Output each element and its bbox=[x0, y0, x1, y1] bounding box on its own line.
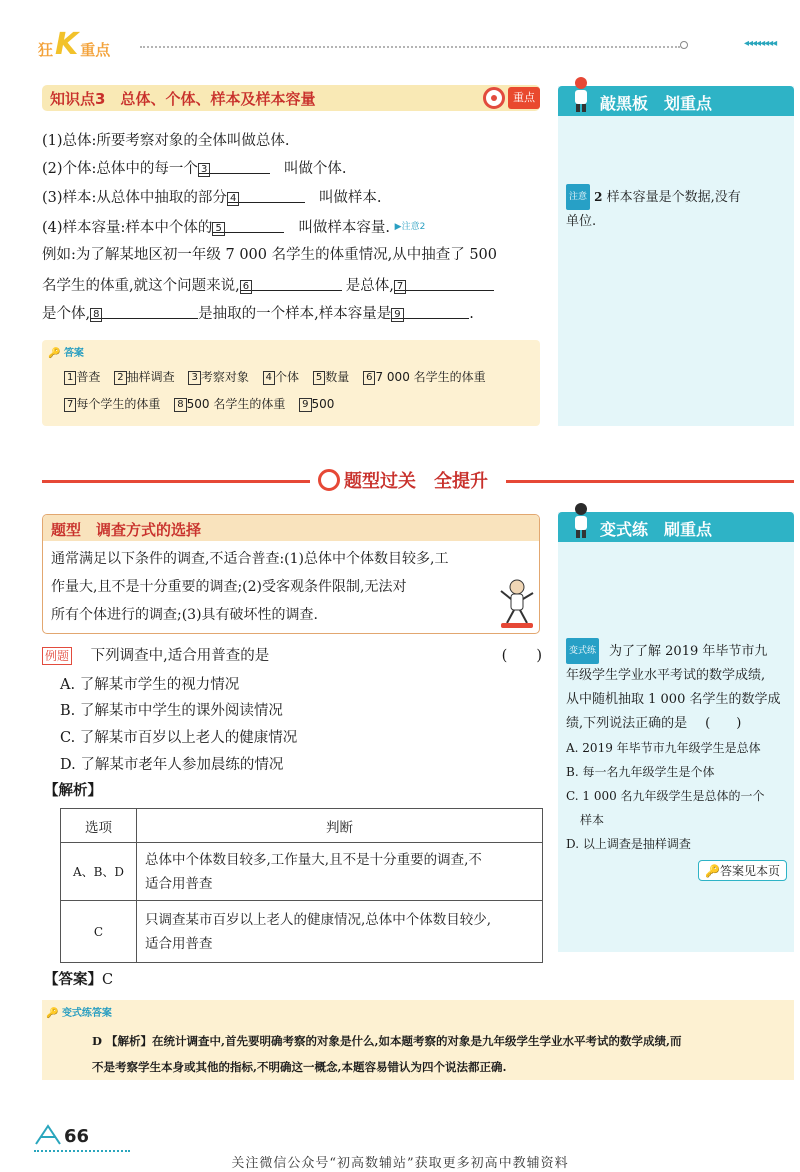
table-row bbox=[61, 901, 543, 963]
table-header-option: 选项 bbox=[61, 809, 137, 843]
option-a[interactable]: A. 了解某市学生的视力情况 bbox=[60, 677, 240, 693]
header-circle-icon bbox=[680, 41, 688, 49]
answer-label: 🔑 答案 bbox=[48, 348, 84, 359]
teacher-figure-icon bbox=[570, 76, 592, 112]
note-2-tag[interactable]: ▶注意2 bbox=[394, 222, 426, 232]
blank-7[interactable]: 7 bbox=[394, 276, 494, 291]
section-divider-right bbox=[506, 480, 794, 483]
blank-6[interactable]: 6 bbox=[240, 276, 342, 291]
sidebar-key-points-title: 敲黑板 划重点 bbox=[600, 94, 713, 113]
practice-paren: ( ) bbox=[705, 716, 742, 731]
definition-sample-size: (4)样本容量:样本中个体的 5 叫做样本容量. $^{▶注意2}$ bbox=[42, 220, 426, 236]
table-header-row bbox=[61, 809, 543, 843]
blank-5[interactable]: 5 bbox=[212, 218, 284, 233]
practice-tag: 变式练 bbox=[566, 638, 599, 664]
table-header-judgment: 判断 bbox=[137, 809, 543, 843]
note-icon: 注意 bbox=[566, 184, 590, 210]
example-tag: 例题 bbox=[42, 647, 72, 665]
page-number-icon bbox=[34, 1124, 62, 1146]
logo-suffix: 重点 bbox=[80, 41, 111, 59]
sidebar-practice-header bbox=[558, 512, 794, 542]
question-type-text: 通常满足以下条件的调查,不适合普查:(1)总体中个体数目较多,工 作量大,且不是十分重要的调查;(2)受客观条件限制,无法对 所有个体进行的调查;(3)具有破坏性的调查. bbox=[51, 551, 449, 623]
answer-item: 3 考察对象 bbox=[188, 370, 248, 384]
table-cell-option: A、B、D bbox=[61, 843, 137, 901]
header-arrows-icon: ◂◂◂◂◂◂◂◂ bbox=[744, 38, 777, 49]
answer-row-1 bbox=[64, 368, 496, 385]
knowledge-point-title: 知识点3 总体、个体、样本及样本容量 bbox=[50, 90, 316, 108]
brand-logo bbox=[38, 27, 111, 62]
blank-8[interactable]: 8 bbox=[90, 304, 198, 319]
answer-item: 4 个体 bbox=[263, 370, 299, 384]
answer-item: 9 500 bbox=[299, 397, 334, 411]
footer-text: 关注微信公众号“初高数辅站”获取更多初高中教辅资料 bbox=[231, 1156, 569, 1171]
header-dotted-line bbox=[140, 46, 680, 48]
table-cell-option: C bbox=[61, 901, 137, 963]
example-line-1: 例如:为了解某地区初一年级 7 000 名学生的体重情况,从中抽查了 500 bbox=[42, 247, 498, 263]
table-cell-judgment: 只调查某市百岁以上老人的健康情况,总体中个体数目较少, 适合用普查 bbox=[137, 901, 543, 963]
blank-9[interactable]: 9 bbox=[391, 304, 469, 319]
practice-answer-text: D 【解析】在统计调查中,首先要明确考察的对象是什么,如本题考察的对象是九年级学生学业水平考试的数学成绩,而 不是考察学生本身或其他的指标,不明确这一概念,本题容易错认为四个说法都正确. bbox=[92, 1034, 682, 1074]
section-divider-left bbox=[42, 480, 310, 483]
option-d[interactable]: D. 了解某市老年人参加晨练的情况 bbox=[60, 757, 284, 773]
answer-item: 7 每个学生的体重 bbox=[64, 397, 160, 411]
practice-question: 变式练 为了了解 2019 年毕节市九 年级学生学业水平考试的数学成绩, 从中随机抽取 1 000 名学生的数学成 绩,下列说法正确的是 ( ) bbox=[566, 638, 792, 736]
key-icon: 🔑 bbox=[705, 864, 720, 878]
answer-item: 5 数量 bbox=[313, 370, 349, 384]
table-row bbox=[61, 843, 543, 901]
definition-individual: (2)个体:总体中的每一个 3 叫做个体. bbox=[42, 161, 347, 177]
example-line-2: 名学生的体重,就这个问题来说, 6 是总体, 7 bbox=[42, 276, 494, 296]
option-b[interactable]: B. 了解某市中学生的课外阅读情况 bbox=[60, 703, 283, 719]
analysis-table bbox=[60, 808, 543, 963]
cartoon-figure-icon bbox=[495, 577, 539, 633]
question-type-header bbox=[43, 515, 539, 541]
sidebar-practice-title: 变式练 刷重点 bbox=[600, 520, 713, 539]
knowledge-point-title-bar bbox=[42, 85, 540, 111]
sidebar-note-text: 注意 2 样本容量是个数据,没有 单位. bbox=[566, 184, 790, 234]
section-icon bbox=[318, 469, 340, 491]
answer-row-2 bbox=[64, 395, 344, 412]
practice-option-b[interactable]: B. 每一名九年级学生是个体 bbox=[566, 765, 715, 779]
student-figure-icon bbox=[570, 502, 592, 538]
definition-sample: (3)样本:从总体中抽取的部分 4 叫做样本. bbox=[42, 190, 382, 206]
sidebar-key-points bbox=[558, 86, 794, 426]
answer-item: 1 普查 bbox=[64, 370, 100, 384]
answer-item: 6 7 000 名学生的体重 bbox=[363, 370, 486, 384]
answer-paren: ( ) bbox=[501, 648, 542, 664]
table-cell-judgment: 总体中个体数目较多,工作量大,且不是十分重要的调查,不 适合用普查 bbox=[137, 843, 543, 901]
key-point-badge: 重点 bbox=[508, 87, 540, 109]
answer-item: 2 抽样调查 bbox=[114, 370, 174, 384]
blank-4[interactable]: 4 bbox=[227, 188, 305, 203]
analysis-label: 【解析】 bbox=[44, 782, 102, 799]
section-title: 题型过关 全提升 bbox=[318, 467, 488, 493]
question-type-title: 题型 调查方式的选择 bbox=[51, 521, 202, 539]
blank-3[interactable]: 3 bbox=[198, 159, 270, 174]
practice-options bbox=[566, 736, 792, 856]
definition-population: (1)总体:所要考察对象的全体叫做总体. bbox=[42, 133, 290, 149]
page-number: 66 bbox=[64, 1126, 90, 1147]
example-answer: 【答案】C bbox=[44, 971, 114, 988]
sidebar-key-points-header bbox=[558, 86, 794, 116]
practice-answer-label: 🔑 变式练答案 bbox=[46, 1008, 112, 1019]
option-c[interactable]: C. 了解某市百岁以上老人的健康情况 bbox=[60, 730, 298, 746]
sidebar-practice bbox=[558, 512, 794, 952]
practice-answer-box bbox=[42, 1000, 794, 1080]
practice-option-d[interactable]: D. 以上调查是抽样调查 bbox=[566, 837, 691, 851]
practice-option-a[interactable]: A. 2019 年毕节市九年级学生是总体 bbox=[566, 741, 761, 755]
example-question: 例题 下列调查中,适合用普查的是 ( ) bbox=[42, 646, 542, 666]
practice-option-c-cont: 样本 bbox=[580, 813, 605, 827]
question-type-box bbox=[42, 514, 540, 634]
answer-box bbox=[42, 340, 540, 426]
practice-option-c[interactable]: C. 1 000 名九年级学生是总体的一个 bbox=[566, 789, 765, 803]
see-answer-button[interactable]: 🔑答案见本页 bbox=[698, 860, 787, 881]
example-line-3: 是个体, 8 是抽取的一个样本,样本容量是 9 . bbox=[42, 306, 474, 322]
answer-item: 8 500 名学生的体重 bbox=[174, 397, 285, 411]
target-icon bbox=[483, 87, 505, 109]
logo-k: K bbox=[55, 27, 79, 62]
logo-prefix: 狂 bbox=[38, 41, 54, 59]
